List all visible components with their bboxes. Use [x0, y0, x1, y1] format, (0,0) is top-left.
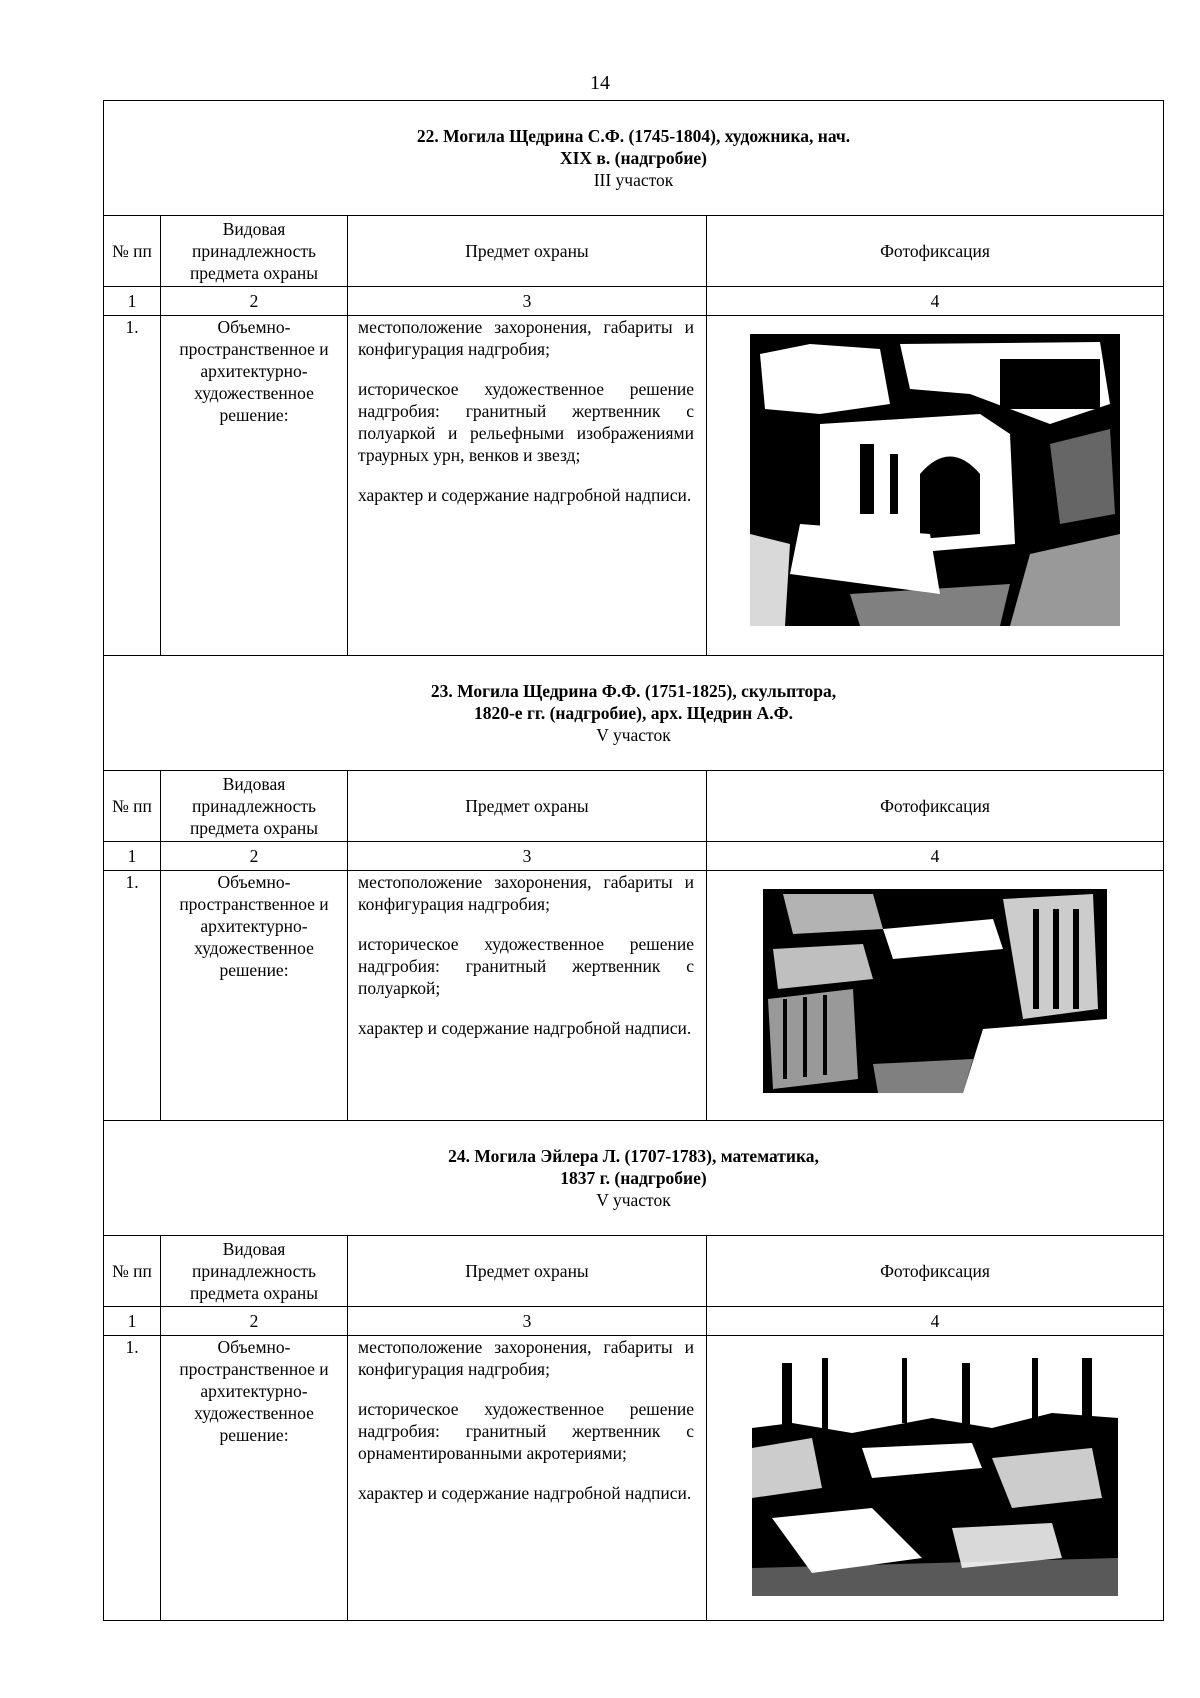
table-row: [104, 1336, 1164, 1621]
section-plot: V участок: [596, 725, 671, 745]
subject-location: местоположение захоронения, габариты и конфигурация надгробия;: [358, 317, 694, 359]
row-photo: [707, 316, 1164, 656]
tombstone-photo: [763, 889, 1107, 1093]
colnum-1: 1: [104, 842, 161, 871]
header-subject: Предмет охраны: [348, 216, 707, 287]
colnum-2: 2: [161, 287, 348, 316]
header-number: № пп: [104, 216, 161, 287]
heritage-table: [103, 100, 1164, 1621]
column-header-row: [104, 771, 1164, 842]
section-title-line2: 1837 г. (надгробие): [560, 1168, 707, 1188]
table-row: [104, 871, 1164, 1121]
section-title: [104, 656, 1164, 771]
column-header-row: [104, 216, 1164, 287]
subject-design: историческое художественное решение надгробия: гранитный жертвенник с орнаментированными акротериями;: [358, 1399, 694, 1463]
column-number-row: [104, 287, 1164, 316]
subject-location: местоположение захоронения, габариты и конфигурация надгробия;: [358, 1337, 694, 1379]
colnum-3: 3: [348, 1307, 707, 1336]
subject-location: местоположение захоронения, габариты и конфигурация надгробия;: [358, 872, 694, 914]
section-title-row: [104, 1121, 1164, 1236]
row-subject: [348, 316, 707, 656]
subject-inscription: характер и содержание надгробной надписи.: [358, 1018, 692, 1038]
header-subject: Предмет охраны: [348, 771, 707, 842]
section-plot: III участок: [593, 170, 674, 190]
header-type: Видовая принадлежность предмета охраны: [161, 216, 348, 287]
row-photo: [707, 1336, 1164, 1621]
column-header-row: [104, 1236, 1164, 1307]
header-number: № пп: [104, 771, 161, 842]
section-title-line2: XIX в. (надгробие): [559, 148, 708, 168]
row-type: Объемно-пространственное и архитектурно-художественное решение:: [161, 871, 348, 1121]
header-type: Видовая принадлежность предмета охраны: [161, 771, 348, 842]
header-type: Видовая принадлежность предмета охраны: [161, 1236, 348, 1307]
colnum-4: 4: [707, 1307, 1164, 1336]
section-title-line1: 24. Могила Эйлера Л. (1707-1783), математика,: [448, 1146, 819, 1166]
row-number: 1.: [104, 316, 161, 656]
subject-inscription: характер и содержание надгробной надписи.: [358, 485, 692, 505]
section-title-line1: 22. Могила Щедрина С.Ф. (1745-1804), художника, нач.: [416, 126, 851, 146]
row-number: 1.: [104, 1336, 161, 1621]
header-photo: Фотофиксация: [707, 216, 1164, 287]
header-number: № пп: [104, 1236, 161, 1307]
page-number: 14: [590, 72, 610, 94]
section-title-line2: 1820-е гг. (надгробие), арх. Щедрин А.Ф.: [473, 703, 794, 723]
section-plot: V участок: [596, 1190, 671, 1210]
colnum-1: 1: [104, 1307, 161, 1336]
colnum-1: 1: [104, 287, 161, 316]
row-photo: [707, 871, 1164, 1121]
colnum-3: 3: [348, 287, 707, 316]
row-number: 1.: [104, 871, 161, 1121]
column-number-row: [104, 842, 1164, 871]
table-row: [104, 316, 1164, 656]
subject-design: историческое художественное решение надгробия: гранитный жертвенник с полуаркой и рельефными изображениями траурных урн, венков и звезд;: [358, 379, 694, 465]
row-type: Объемно-пространственное и архитектурно-художественное решение:: [161, 1336, 348, 1621]
tombstone-photo: [752, 1358, 1118, 1596]
column-number-row: [104, 1307, 1164, 1336]
row-type: Объемно-пространственное и архитектурно-художественное решение:: [161, 316, 348, 656]
colnum-2: 2: [161, 1307, 348, 1336]
section-title-row: [104, 656, 1164, 771]
header-subject: Предмет охраны: [348, 1236, 707, 1307]
colnum-3: 3: [348, 842, 707, 871]
section-title-row: [104, 101, 1164, 216]
tombstone-photo: [750, 334, 1120, 626]
row-subject: [348, 871, 707, 1121]
subject-design: историческое художественное решение надгробия: гранитный жертвенник с полуаркой;: [358, 934, 694, 998]
subject-inscription: характер и содержание надгробной надписи.: [358, 1483, 692, 1503]
section-title: [104, 101, 1164, 216]
colnum-2: 2: [161, 842, 348, 871]
colnum-4: 4: [707, 842, 1164, 871]
colnum-4: 4: [707, 287, 1164, 316]
header-photo: Фотофиксация: [707, 771, 1164, 842]
header-photo: Фотофиксация: [707, 1236, 1164, 1307]
section-title-line1: 23. Могила Щедрина Ф.Ф. (1751-1825), скульптора,: [430, 681, 837, 701]
row-subject: [348, 1336, 707, 1621]
section-title: [104, 1121, 1164, 1236]
